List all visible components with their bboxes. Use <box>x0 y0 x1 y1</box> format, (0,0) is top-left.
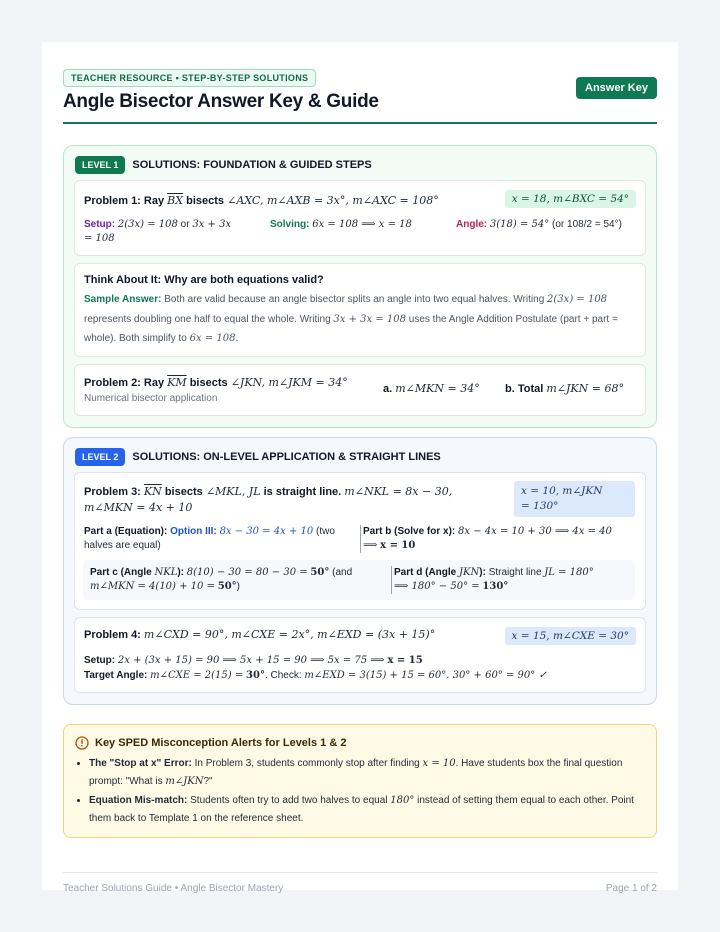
part-b-result: x = 10 <box>380 540 416 551</box>
problem-3-bisects: bisects <box>164 486 203 498</box>
alert-item-1-text-1: In Problem 3, students commonly stop after finding <box>194 758 420 769</box>
problem-2-label: Problem 2: Ray <box>84 377 165 389</box>
level-2-section <box>63 437 657 705</box>
check-eq: m∠EXD = 3(15) + 15 = 60°. 30° + 60° = 90° ✓ <box>304 670 547 681</box>
part-c-equation: 8(10) − 30 = 80 − 30 = <box>186 567 308 578</box>
alert-title: Key SPED Misconception Alerts for Levels 1 & 2 <box>95 737 347 749</box>
level-2-title: SOLUTIONS: ON-LEVEL APPLICATION & STRAIGHT LINES <box>132 451 441 463</box>
problem-2-given: ∠JKN, m∠JKM = 34° <box>230 376 348 389</box>
part-a-note-2: halves are equal) <box>84 540 161 551</box>
part-b-label: b. Total <box>505 383 544 395</box>
part-d-angle: JKN <box>459 567 480 578</box>
alert-item-2-text-1: Students often try to add two halves to equal <box>190 795 388 806</box>
problem-4-given: m∠CXD = 90°, m∠CXE = 2x°, m∠EXD = (3x + 15)° <box>143 628 436 641</box>
level-1-section <box>63 145 657 428</box>
level-1-pill: LEVEL 1 <box>75 156 125 174</box>
problem-3-straight: is straight line. <box>263 486 342 498</box>
level-1-title: SOLUTIONS: FOUNDATION & GUIDED STEPS <box>132 159 372 171</box>
setup-eq-b: 3x + 3x <box>192 219 232 230</box>
problem-2-card <box>74 364 646 416</box>
part-a-note: (two <box>316 526 335 537</box>
part-d-text: Straight line <box>488 567 542 578</box>
problem-3-answer-1: x = 10, m∠JKN <box>521 485 603 497</box>
part-c-result: 50° <box>310 567 330 578</box>
ray-bx: $\overline{BX}$ <box>167 194 184 207</box>
alert-item-1-text-3: prompt: "What is <box>89 776 163 787</box>
footer-left: Teacher Solutions Guide • Angle Bisector Mastery <box>63 883 284 894</box>
problem-4-setup: 2x + (3x + 15) = 90 ⟹ 5x + 15 = 90 ⟹ 5x = 75 ⟹ <box>117 655 385 666</box>
problem-4-setup-result: x = 15 <box>387 655 423 666</box>
problem-2-bisects: bisects <box>189 377 228 389</box>
problem-1-bisects: bisects <box>186 195 225 207</box>
part-c-angle: NKL <box>154 567 178 578</box>
alert-item-1-text-4: ?" <box>203 776 213 787</box>
alert-item-1-math: x = 10 <box>422 758 456 769</box>
problem-1-card <box>74 180 646 256</box>
problem-4-answer-text: x = 15, m∠CXE = 30° <box>511 630 629 642</box>
target-angle-label: Target Angle: <box>84 670 148 681</box>
level-2-pill: LEVEL 2 <box>75 448 125 466</box>
option-iii-label: Option III: <box>170 526 217 537</box>
part-b-equation: 8x − 4x = 10 + 30 ⟹ 4x = 40 <box>458 526 612 537</box>
problem-3-answer-2: = 130° <box>521 500 559 512</box>
problem-4-card <box>74 617 646 693</box>
problem-2-subtitle: Numerical bisector application <box>84 393 218 404</box>
problem-3-given-1: ∠MKL, JL <box>205 485 261 498</box>
part-b-implies: ⟹ <box>363 540 378 551</box>
alert-item-2-text-3: Point them back to Template 1 on the reference sheet. <box>89 795 634 824</box>
problem-1-answer-text: x = 18, m∠BXC = 54° <box>511 193 629 205</box>
problem-3-card <box>74 472 646 610</box>
part-a-answer: m∠MKN = 34° <box>395 382 480 395</box>
problem-1-label: Problem 1: Ray <box>84 195 165 207</box>
think-text-1: Both are valid because an angle bisector splits an angle into two equal halves. Writing <box>164 294 545 305</box>
target-angle-result: 30° <box>246 670 265 681</box>
problem-1-answer <box>505 190 636 208</box>
ray-kn: $\overline{KN}$ <box>143 485 162 498</box>
part-c-result-2: 50° <box>217 581 237 592</box>
problem-3-given-2: m∠NKL = 8x − 30, <box>344 485 453 498</box>
part-b-solve-label: Part b (Solve for x): <box>363 526 456 537</box>
part-c-equation-2: m∠MKN = 4(10) + 10 = <box>90 581 215 592</box>
alert-item-2-math: 180° <box>390 795 415 806</box>
part-d-equation: JL = 180° <box>544 567 594 578</box>
problem-3-given-3: m∠MKN = 4x + 10 <box>84 501 193 514</box>
solving-eq: 6x = 108 ⟹ x = 18 <box>312 219 412 230</box>
think-text-4: = whole). Both simplify to <box>84 313 618 344</box>
think-math-1: 2(3x) = 108 <box>547 294 608 305</box>
problem-4-label: Problem 4: <box>84 629 141 641</box>
alert-item-1-label: The "Stop at x" Error: <box>89 758 192 769</box>
solving-label: Solving: <box>270 219 310 230</box>
setup-eq-c: = 108 <box>84 233 115 244</box>
part-d-result: 130° <box>482 581 509 592</box>
problem-3-label: Problem 3: <box>84 486 141 498</box>
part-d-close: ): <box>479 567 486 578</box>
think-text-2: represents doubling one half to equal the whole. Writing <box>84 313 331 325</box>
footer-page-number: Page 1 of 2 <box>605 883 657 894</box>
angle-eq: 3(18) = 54° <box>489 219 550 230</box>
part-a-equation-label: Part a (Equation): <box>84 526 168 537</box>
think-math-3: 6x = 108 <box>189 333 236 344</box>
target-angle-eq: m∠CXE = 2(15) = <box>150 670 244 681</box>
alert-item-1-text-2: . Have students box the final question <box>455 758 623 769</box>
think-text-3: uses the Angle Addition Postulate (part + part <box>408 313 610 325</box>
think-about-it-card <box>74 263 646 357</box>
check-label: . Check: <box>264 670 302 681</box>
alert-item-equation-mismatch <box>89 792 642 828</box>
think-text-5: . <box>235 333 239 344</box>
setup-label: Setup: <box>84 219 116 230</box>
problem-4-setup-label: Setup: <box>84 655 116 666</box>
part-d-equation-2: ⟹ 180° − 50° = <box>394 581 480 592</box>
think-math-2: 3x + 3x = 108 <box>333 313 406 325</box>
part-c-label: Part c (Angle <box>90 567 152 578</box>
worksheet-page <box>42 42 678 894</box>
part-c-and: (and <box>332 567 353 578</box>
think-title: Think About It: Why are both equations valid? <box>84 274 324 286</box>
part-a-equation: 8x − 30 = 4x + 10 <box>219 526 314 537</box>
misconception-alert <box>63 724 657 838</box>
part-a-label: a. <box>383 383 393 395</box>
problem-4-answer <box>505 627 636 645</box>
ray-km: $\overline{KM}$ <box>167 376 187 389</box>
answer-key-button[interactable]: Answer Key <box>576 77 657 99</box>
alert-item-1-math-2: m∠JKN <box>165 776 204 787</box>
setup-eq-a: 2(3x) = 108 <box>117 219 178 230</box>
alert-item-2-label: Equation Mis-match: <box>89 795 188 806</box>
part-c-end: ) <box>236 581 241 592</box>
setup-or: or <box>180 219 190 230</box>
angle-note: (or 108/2 = 54°) <box>552 219 622 230</box>
header-tag: TEACHER RESOURCE • STEP-BY-STEP SOLUTIONS <box>63 69 316 87</box>
part-b-answer: m∠JKN = 68° <box>546 382 624 395</box>
sample-answer-label: Sample Answer: <box>84 294 162 305</box>
part-c-close: ): <box>177 567 185 578</box>
footer-divider <box>63 872 657 873</box>
alert-item-stop-at-x <box>89 755 642 791</box>
alert-icon <box>75 736 89 750</box>
part-d-label: Part d (Angle <box>394 567 457 578</box>
angle-label: Angle: <box>456 219 488 230</box>
problem-3-answer <box>514 481 635 517</box>
problem-1-given: ∠AXC, m∠AXB = 3x°, m∠AXC = 108° <box>227 194 439 207</box>
alert-item-2-text-2: instead of setting them equal to each other. <box>417 795 609 806</box>
page-title: Angle Bisector Answer Key & Guide <box>63 91 379 112</box>
header-divider <box>63 122 657 124</box>
